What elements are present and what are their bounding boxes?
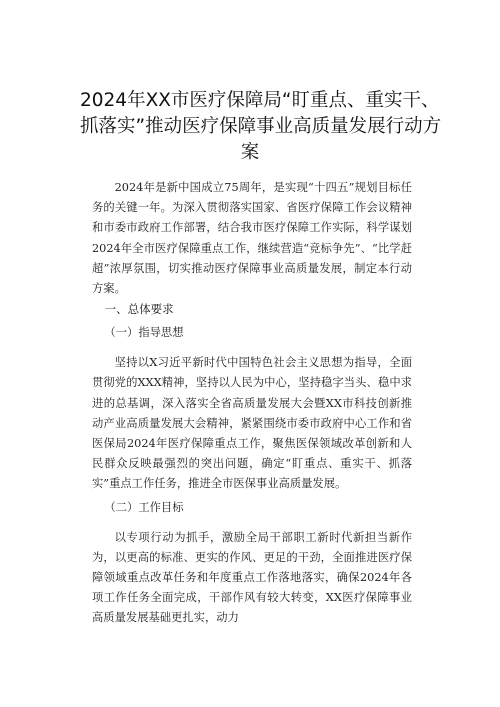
title-line-1: 2024年XX市医疗保障局“盯重点、重实干、 <box>80 90 440 111</box>
document-body <box>92 178 412 629</box>
title-line-2: 抓落实”推动医疗保障事业高质量发展行动方 <box>80 116 442 137</box>
work-goals-paragraph: 以专项行动为抓手，激励全局干部职工新时代新担当新作为，以更高的标准、更实的作风、更足的干劲，全面推进医疗保障领域重点改革任务和年度重点工作落地落实，确保2024年各项工作任务全面完成，干部作风有较大转变，XX医疗保障事业高质量发展基础更扎实，动力 <box>92 530 412 625</box>
guiding-ideology-paragraph: 坚持以X习近平新时代中国特色社会主义思想为指导，全面贯彻党的XXX精神，坚持以人民为中心，坚持稳字当头、稳中求进的总基调，深入落实全省高质量发展大会暨XX市科技创新推动产业高质量发展大会精神，紧紧围绕市委市政府中心工作和省医保局2024年医疗保障重点工作，聚焦医保领域改革创新和人民群众反映最强烈的突出问题，确定“盯重点、重实干、抓落实”重点工作任务，推进全市医保事业高质量发展。 <box>92 356 412 491</box>
document-title <box>80 88 442 166</box>
title-line-3: 案 <box>240 142 260 163</box>
subsection-heading-work-goals: （二）工作目标 <box>104 500 184 514</box>
section-heading-general-requirements: 一、总体要求 <box>104 302 174 317</box>
intro-paragraph: 2024年是新中国成立75周年，是实现“十四五”规划目标任务的关键一年。为深入贯彻落实国家、省医疗保障工作会议精神和市委市政府工作部署，结合我市医疗保障工作实际，科学谋划2024年全市医疗保障重点工作，继续营造“竞标争先”、“比学赶超”浓厚氛围，切实推动医疗保障事业高质量发展，制定本行动方案。 <box>92 181 412 296</box>
subsection-heading-guiding-ideology: （一）指导思想 <box>104 326 184 340</box>
